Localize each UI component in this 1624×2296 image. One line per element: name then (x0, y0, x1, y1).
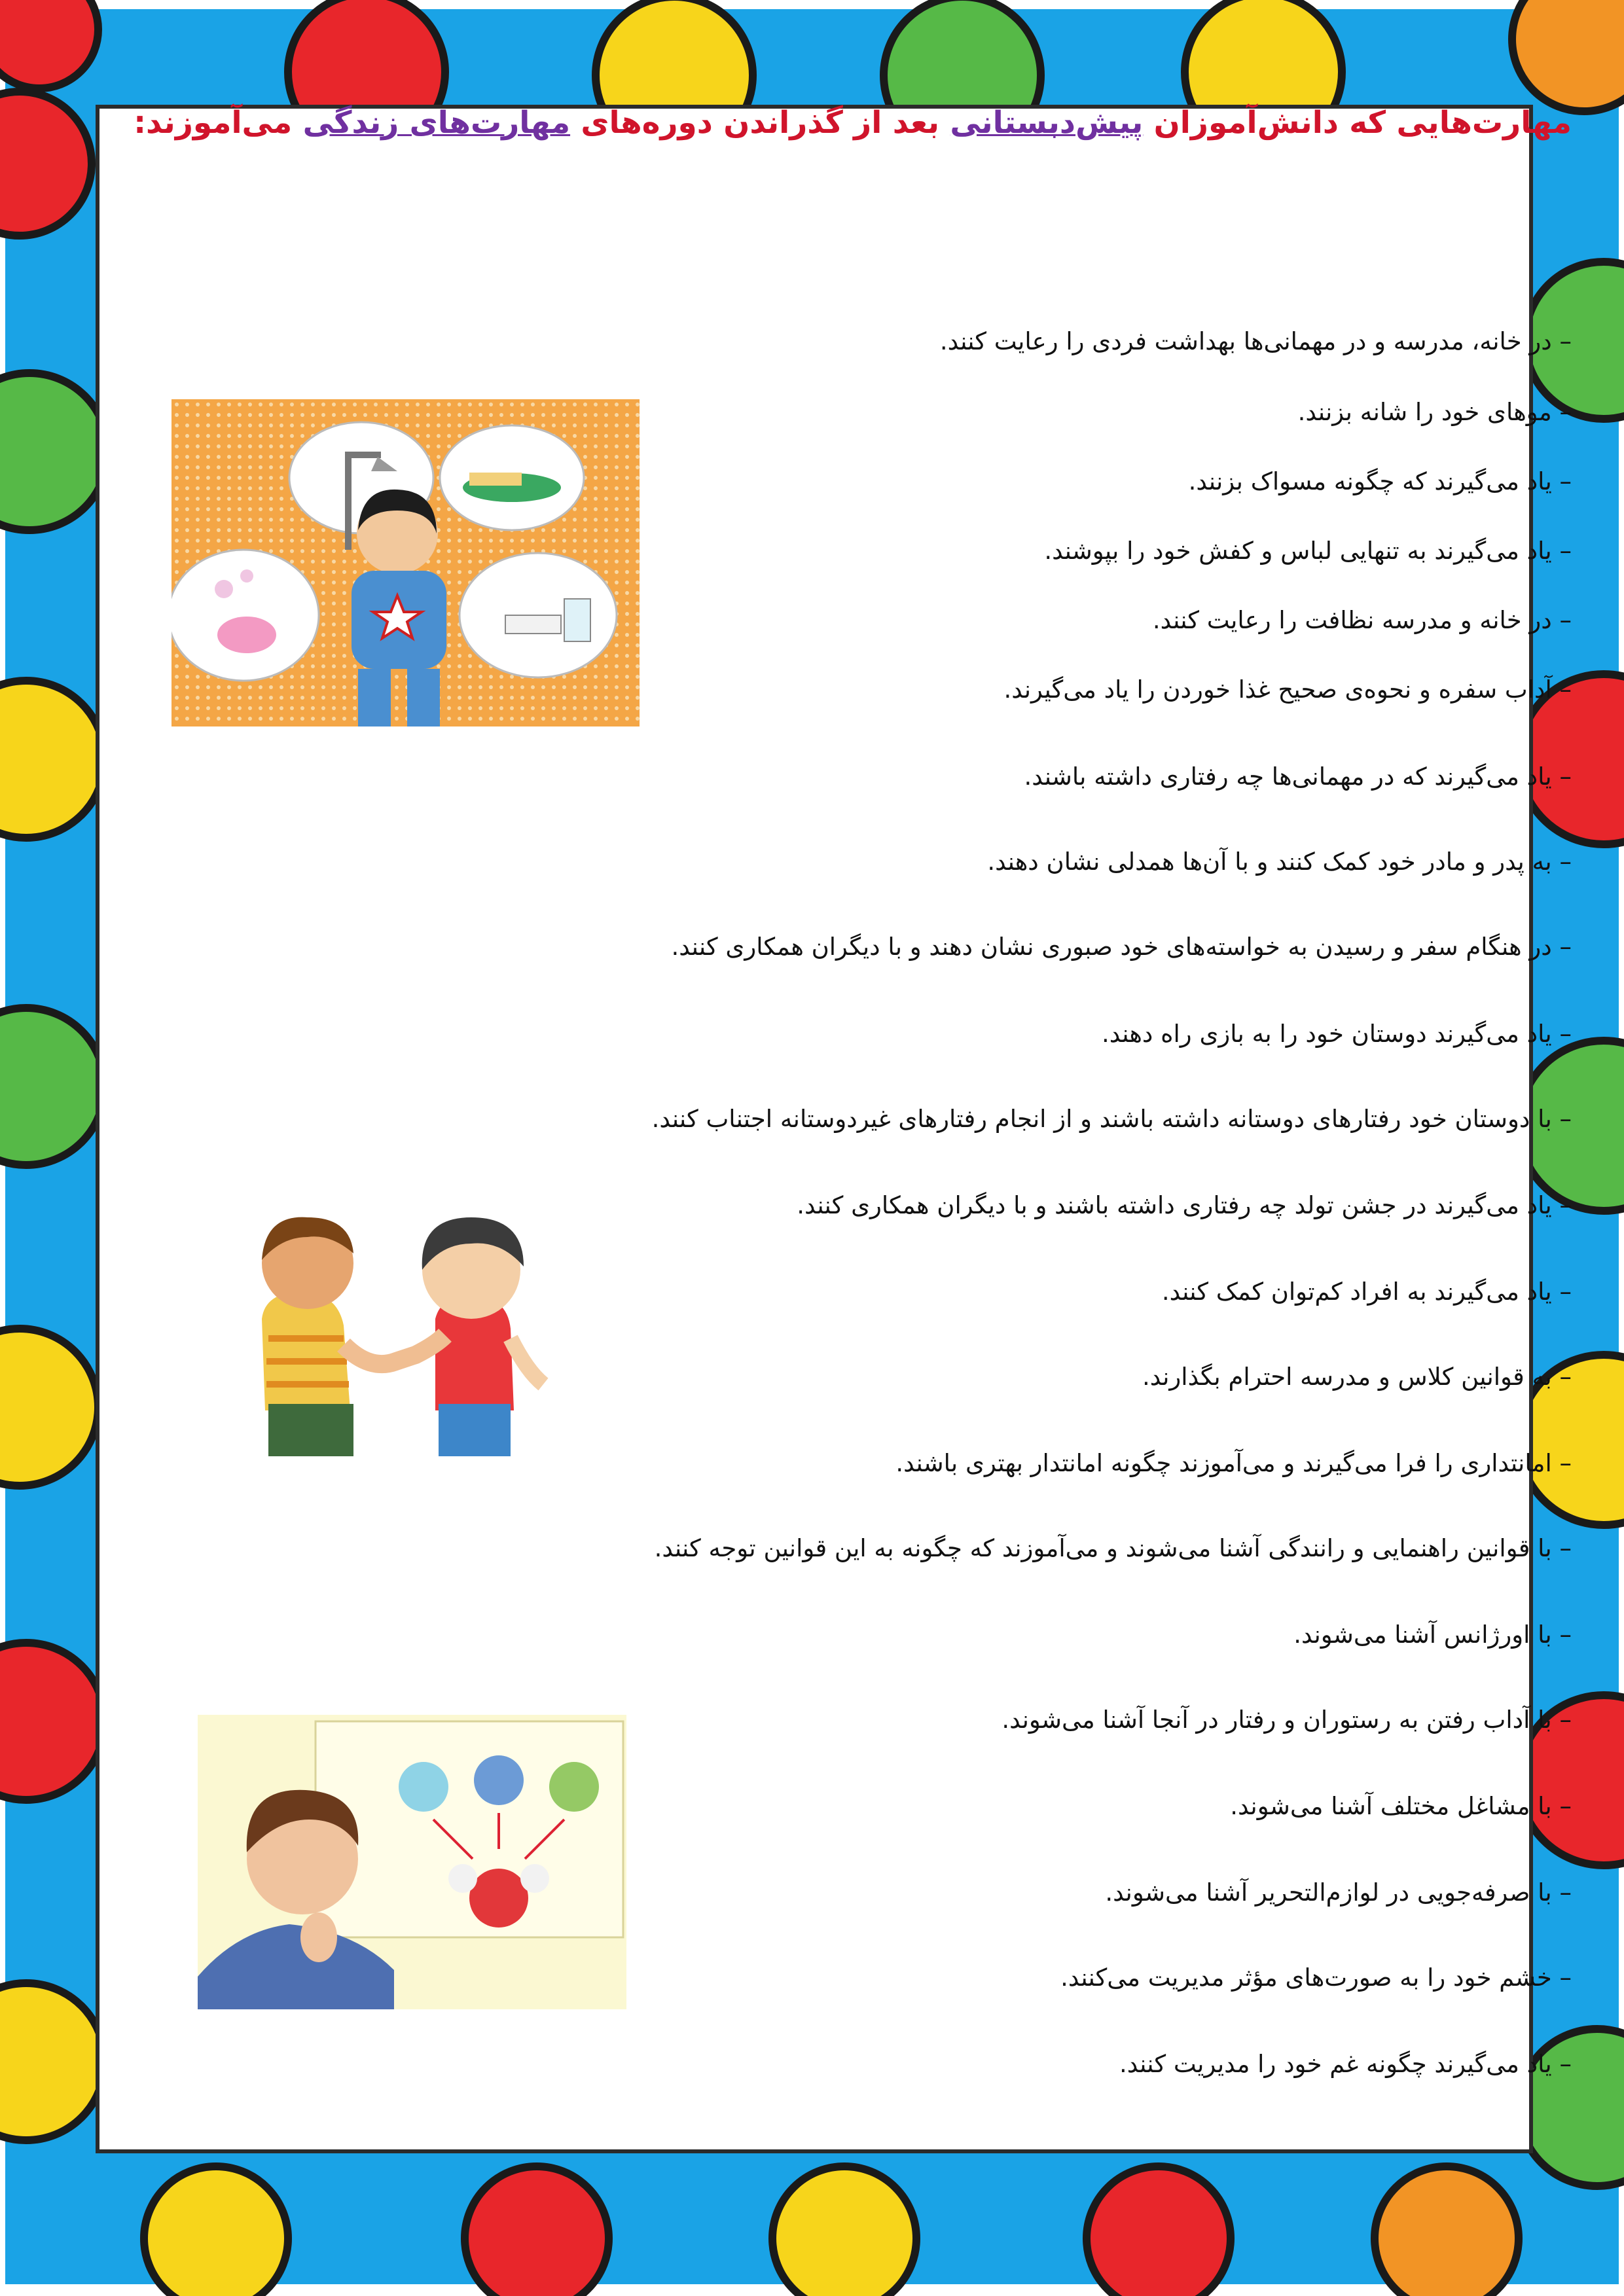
list-item: – یاد می‌گیرند که چگونه مسواک بزنند. (1188, 467, 1572, 495)
title-part-1: مهارت‌هایی که دانش‌آموزان (1143, 105, 1572, 141)
list-item: – در خانه، مدرسه و در مهمانی‌ها بهداشت فردی را رعایت کنند. (939, 327, 1572, 355)
list-item: – به قوانین کلاس و مدرسه احترام بگذارند. (1142, 1363, 1572, 1391)
list-item: – یاد می‌گیرند به تنهایی لباس و کفش خود را بپوشند. (1044, 537, 1572, 565)
list-item: – یاد می‌گیرند که در مهمانی‌ها چه رفتاری داشته باشند. (1024, 762, 1572, 791)
list-item: – با آداب رفتن به رستوران و رفتار در آنجا آشنا می‌شوند. (1001, 1706, 1572, 1734)
list-item: – با قوانین راهنمایی و رانندگی آشنا می‌شوند و می‌آموزند که چگونه به این قوانین توجه کنند. (654, 1534, 1572, 1562)
list-item: – در هنگام سفر و رسیدن به خواسته‌های خود صبوری نشان دهند و با دیگران همکاری کنند. (671, 933, 1572, 961)
list-item: – به پدر و مادر خود کمک کنند و با آن‌ها همدلی نشان دهند. (987, 848, 1572, 876)
list-item: – یاد می‌گیرند به افراد کم‌توان کمک کنند. (1161, 1278, 1572, 1306)
friends-handshake-illustration (239, 1214, 566, 1456)
hygiene-illustration (171, 399, 640, 726)
title-highlight-life-skills: مهارت‌های زندگی (302, 105, 571, 141)
title-highlight-preschool: پیش‌دبستانی (950, 105, 1144, 141)
list-item: – با دوستان خود رفتارهای دوستانه داشته باشند و از انجام رفتارهای غیردوستانه اجتناب کنند. (651, 1105, 1572, 1133)
list-item: – آداب سفره و نحوه‌ی صحیح غذا خوردن را یاد می‌گیرند. (1003, 675, 1572, 704)
list-item: – با مشاغل مختلف آشنا می‌شوند. (1230, 1792, 1572, 1820)
list-item: – خشم خود را به صورت‌های مؤثر مدیریت می‌کنند. (1060, 1964, 1572, 1992)
list-item: – یاد می‌گیرند چگونه غم خود را مدیریت کنند. (1119, 2050, 1572, 2078)
list-item: – در خانه و مدرسه نظافت را رعایت کنند. (1152, 606, 1572, 634)
list-item: – یاد می‌گیرند در جشن تولد چه رفتاری داشته باشند و با دیگران همکاری کنند. (797, 1191, 1572, 1219)
list-item: – امانتداری را فرا می‌گیرند و می‌آموزند چگونه امانتدار بهتری باشند. (895, 1449, 1572, 1477)
list-item: – با صرفه‌جویی در لوازم‌التحریر آشنا می‌شوند. (1105, 1878, 1572, 1907)
list-item: – با اورژانس آشنا می‌شوند. (1293, 1621, 1572, 1649)
title-part-3: می‌آموزند: (134, 105, 303, 141)
anger-management-illustration (198, 1715, 626, 2009)
list-item: – یاد می‌گیرند دوستان خود را به بازی راه دهند. (1102, 1020, 1572, 1048)
page-title (134, 105, 1572, 141)
list-item: – موهای خود را شانه بزنند. (1297, 398, 1572, 426)
title-part-2: بعد از گذراندن دوره‌های (570, 105, 950, 141)
